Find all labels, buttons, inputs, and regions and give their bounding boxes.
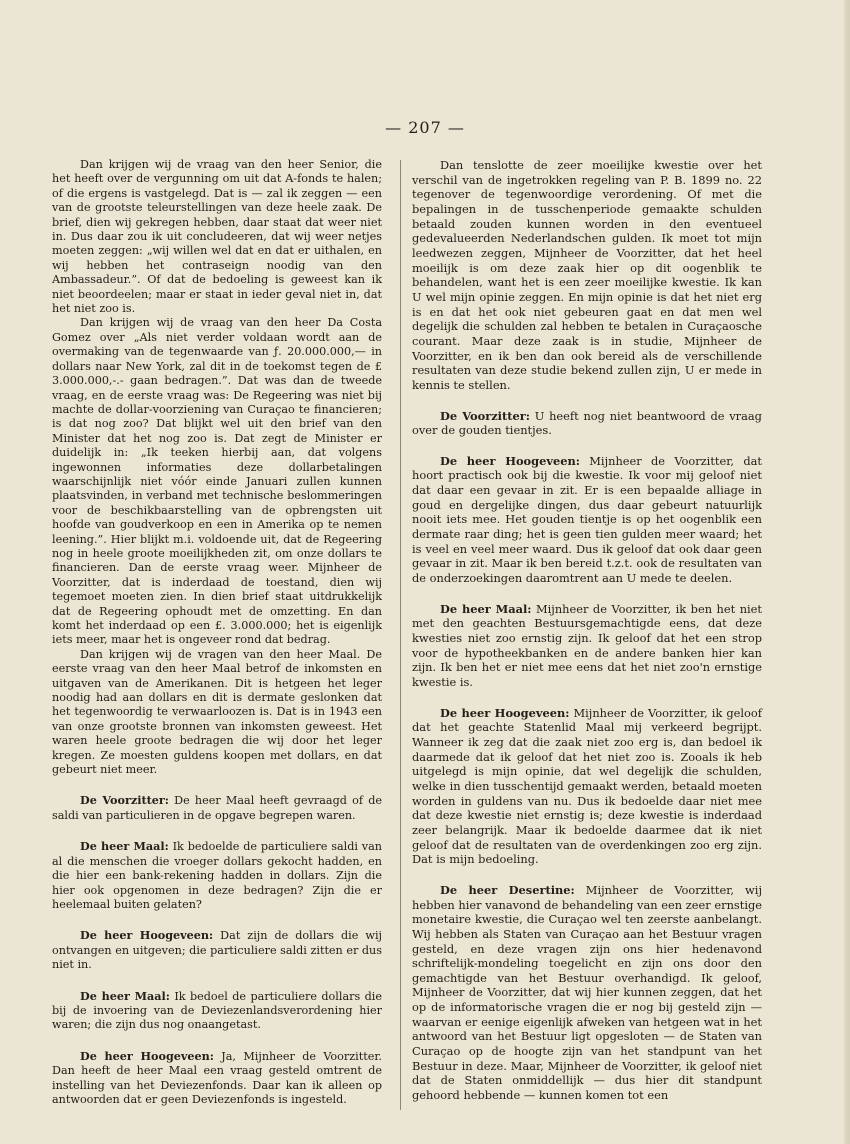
speaker-name: De heer Maal: [440,601,532,616]
paragraph: De Voorzitter: De heer Maal heeft gevraagd of de saldi van particulieren in de opgave begrepen waren. [52,793,382,822]
paragraph: De heer Hoogeveen: Dat zijn de dollars die wij ontvangen en uitgeven; die particuliere saldi zitten er dus niet in. [52,928,382,972]
paragraph: De heer Desertine: Mijnheer de Voorzitter, wij hebben hier vanavond de behandeling van een zeer ernstige monetaire kwestie, die Curaçao wel ten zeerste aanbelangt. Wij hebben als Staten van Curaçao aan het Bestuur vragen gesteld, en deze vragen zijn ons hier hedenavond schriftelijk-mondeling toegelicht en zijn ons door den gemachtigde van het Bestuur overhandigd. Ik geloof, Mijnheer de Voorzitter, dat wij hier kunnen zeggen, dat het op de informatorische vragen die er nog bij gesteld zijn — waarvan er eenige eigenlijk afweken van hetgeen wat in het antwoord van het Bestuur ligt opgesloten — de Staten van Curaçao op de hoogte zijn van het standpunt van het Bestuur in deze. Maar, Mijnheer de Voorzitter, ik geloof niet dat de Staten onmiddellijk — dus hier dit standpunt gehoord hebbende — kunnen komen tot een [412,882,762,1103]
paragraph: Dan krijgen wij de vraag van den heer Senior, die het heeft over de vergunning om uit dat A-fonds te halen; of die ergens is vastgelegd. Dat is — zal ik zeggen — een van de grootste teleurstellingen van deze heele zaak. De brief, dien wij gekregen hebben, daar staat dat weer niet in. Dus daar zou ik uit concludeeren, dat wij weer netjes moeten zeggen: „wij willen wel dat en dat er uithalen, en wij hebben het contraseign noodig van den Ambassadeur.”. Of dat de bedoeling is geweest kan ik niet beoordeelen; maar er staat in ieder geval niet in, dat het niet zoo is. [52,158,382,316]
speaker-name: De heer Hoogeveen: [440,453,580,468]
paragraph: De heer Maal: Ik bedoel de particuliere dollars die bij de invoering van de Deviezenlandsverordening hier waren; die zijn dus nog onaangetast. [52,988,382,1032]
paragraph: De heer Hoogeveen: Mijnheer de Voorzitter, dat hoort practisch ook bij die kwestie. Ik voor mij geloof niet dat daar een gevaar in zit. Er is een bepaalde alliage in goud en dergelijke dingen, dus daar gebeurt natuurlijk nooit iets mee. Het gouden tientje is op het oogenblik een dermate raar ding; het is geen tien gulden meer waard; het is veel en veel meer waard. Dus ik geloof dat ook daar geen gevaar in zit. Maar ik ben bereid t.z.t. ook de resultaten van de onderzoekingen daaromtrent aan U mede te deelen. [412,453,762,586]
paragraph: Dan krijgen wij de vraag van den heer Da Costa Gomez over „Als niet verder voldaan wordt aan de overmaking van de tegenwaarde van ƒ. 20.000.000,— in dollars naar New York, zal dit in de toekomst tegen de £ 3.000.000,-.- gaan bedragen.”. Dat was dan de tweede vraag, en de eerste vraag was: De Regeering was niet bij machte de dollar-voorziening van Curaçao te financieren; is dat nog zoo? Dat blijkt wel uit den brief van den Minister dat het nog zoo is. Dat zegt de Minister er duidelijk in: „Ik teeken hierbij aan, dat volgens ingewonnen informaties deze dollarbetalingen waarschijnlijk niet vóór einde Januari zullen kunnen plaatsvinden, in verband met technische beslommeringen voor de beschikbaarstelling van de opbrengsten uit hoofde van goudverkoop en een in Amerika op te nemen leening.”. Hier blijkt m.i. voldoende uit, dat de Regeering nog in heele groote moeilijkheden zit, om onze dollars te financieren. Dan de eerste vraag weer. Mijnheer de Voorzitter, dat is inderdaad de toestand, dien wij tegemoet moeten zien. In dien brief staat uitdrukkelijk dat de Regeering ophoudt met de omzetting. En dan komt het inderdaad op een £. 3.000.000; het is eigenlijk iets meer, maar het is ongeveer rond dat bedrag. [52,316,382,647]
column-divider [400,160,401,1110]
speaker-name: De Voorzitter: [80,793,169,808]
page-edge [844,0,850,1144]
paragraph: De heer Maal: Mijnheer de Voorzitter, ik ben het niet met den geachten Bestuursgemachtigde eens, dat deze kwesties niet zoo ernstig zijn. Ik geloof dat het een strop voor de hypotheekbanken en de andere banken hier kan zijn. Ik ben het er niet mee eens dat het niet zoo'n ernstige kwestie is. [412,601,762,689]
speaker-name: De heer Hoogeveen: [80,1048,214,1063]
speaker-name: De heer Maal: [80,988,170,1003]
paragraph: De Voorzitter: U heeft nog niet beantwoord de vraag over de gouden tientjes. [412,408,762,438]
speaker-name: De Voorzitter: [440,408,530,423]
paragraph: De heer Hoogeveen: Ja, Mijnheer de Voorzitter. Dan heeft de heer Maal een vraag gesteld omtrent de instelling van het Deviezenfonds. Daar kan ik alleen op antwoorden dat er geen Deviezenfonds is ingesteld. [52,1048,382,1106]
paragraph: Dan tenslotte de zeer moeilijke kwestie over het verschil van de ingetrokken regeling van P. B. 1899 no. 22 tegenover de tegenwoordige verordening. Of met die bepalingen in de tusschenperiode gemaakte schulden betaald zouden kunnen worden in den eventueel gedevalueerden Nederlandschen gulden. Ik moet tot mijn leedwezen zeggen, Mijnheer de Voorzitter, dat het heel moeilijk is om deze zaak hier op dit oogenblik te behandelen, want het is een zeer moeilijke kwestie. Ik kan U wel mijn opinie zeggen. En mijn opinie is dat het niet erg is en dat het ook niet gebeuren gaat en dat men wel degelijk die schulden zal hebben te betalen in Curaçaosche courant. Maar deze zaak is in studie, Mijnheer de Voorzitter, en ik ben dan ook bereid als de verschillende resultaten van deze studie bekend zullen zijn, U er mede in kennis te stellen. [412,158,762,392]
left-column [52,158,382,1107]
speaker-name: De heer Hoogeveen: [440,705,570,720]
paragraph: De heer Maal: Ik bedoelde de particuliere saldi van al die menschen die vroeger dollars gekocht hadden, en die hier een bank-rekening hadden in dollars. Zijn die hier ook opgenomen in deze bedragen? Zijn die er heelemaal buiten gelaten? [52,839,383,911]
speaker-name: De heer Desertine: [440,882,575,897]
speaker-name: De heer Maal: [80,839,169,854]
page-number: — 207 — [385,118,465,137]
speaker-name: De heer Hoogeveen: [80,928,214,943]
paragraph: De heer Hoogeveen: Mijnheer de Voorzitter, ik geloof dat het geachte Statenlid Maal mij verkeerd begrijpt. Wanneer ik zeg dat die zaak niet zoo erg is, dan bedoel ik daarmede dat ik geloof dat het niet zoo is. Zooals ik heb uitgelegd is mijn opinie, dat wel degelijk die schulden, welke in dien tusschentijd gemaakt werden, betaald moeten worden in guldens van nu. Dus ik bedoelde daar niet mee dat deze kwestie niet ernstig is; deze kwestie is inderdaad zeer belangrijk. Maar ik bedoelde daarmee dat ik niet geloof dat de resultaten van de overdenkingen zoo erg zijn. Dat is mijn bedoeling. [412,705,762,867]
paragraph: Dan krijgen wij de vragen van den heer Maal. De eerste vraag van den heer Maal betrof de inkomsten en uitgaven van de Amerikanen. Dit is hetgeen het leger noodig had aan dollars en dit is dermate geslonken dat het tegenwoordig te verwaarloozen is. Dat is in 1943 een van onze grootste bronnen van inkomsten geweest. Het waren heele groote bedragen die wij door het leger kregen. Ze moesten guldens koopen met dollars, en dat gebeurt niet meer. [52,647,382,777]
right-column [412,158,762,1103]
